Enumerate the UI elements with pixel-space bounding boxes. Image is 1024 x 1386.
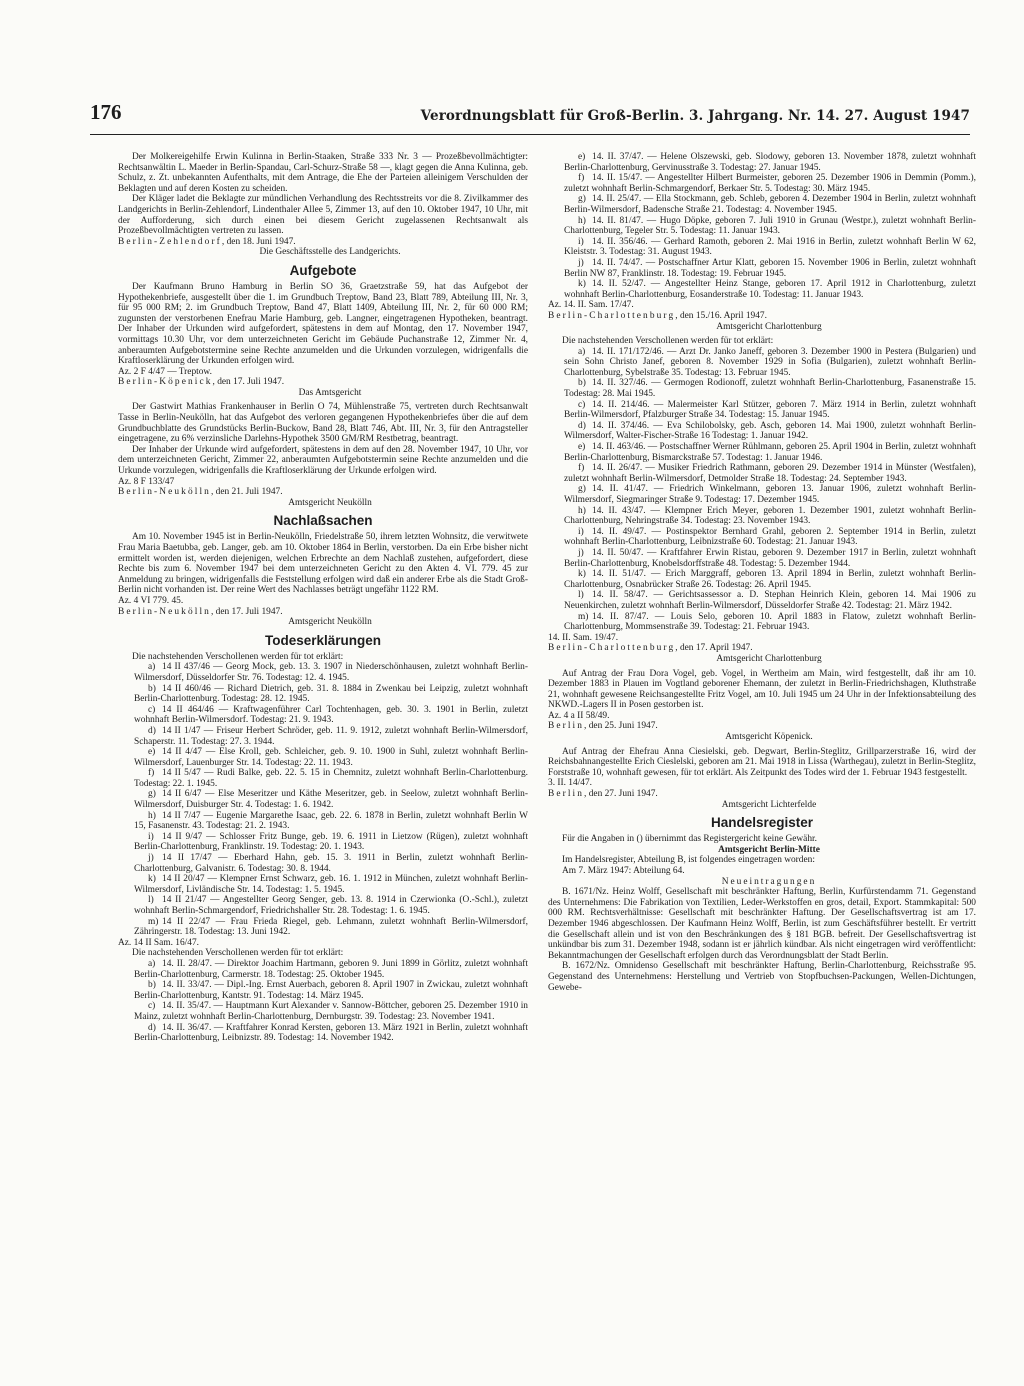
- section-heading-aufgebote: Aufgebote: [289, 262, 357, 278]
- item-label: f): [578, 173, 585, 184]
- item-text: 14 II 9/47 — Schlosser Fritz Bunge, geb. 19. 6. 1911 in Lietzow (Rügen), zuletzt wohnhaft Berlin-Charlottenburg, Franklinstr. 19. Todestag: 20. 1. 1943.: [134, 831, 528, 853]
- list-intro: Die nachstehenden Verschollenen werden für tot erklärt:: [132, 948, 344, 959]
- list-item: [118, 684, 528, 705]
- paragraph: Der Gastwirt Mathias Frankenhauser in Berlin O 74, Mühlenstraße 75, vertreten durch Rechtsanwalt Tasse in Berlin-Neukölln, hat das Aufgebot des verloren gegangenen Hypothekenbriefes über die auf dem Grundbuchblatte des Grundstücks Berlin-Buckow, Band 28, Blatt 746, Abt. III, Nr. 3, für den Antragsteller eingetragene, zu 6% verzinsliche Darlehns-Hypothek 3500 GM/RM Restbetrag, beantragt.: [118, 402, 528, 445]
- list-item: [548, 173, 976, 194]
- running-title: Verordnungsblatt für Groß-Berlin. 3. Jahrgang. Nr. 14. 27. August 1947: [420, 108, 970, 124]
- entry-list: [118, 662, 528, 937]
- item-text: 14 II 4/47 — Else Kroll, geb. Schleicher, geb. 9. 10. 1900 in Suhl, zuletzt wohnhaft Berlin-Wilmersdorf, Lauenburger Str. 14. Todestag: 22. 11. 1943.: [134, 747, 528, 768]
- item-text: 14. II. 327/46. — Germogen Rodionoff, zuletzt wohnhaft Berlin-Charlottenburg, Fasanenstraße 15. Todestag: 28. Mai 1945.: [564, 378, 976, 400]
- signature-line: Berlin-Charlottenburg, den 17. April 1947.: [548, 643, 753, 654]
- page-number: 176: [90, 100, 122, 124]
- list-item: [548, 442, 976, 463]
- list-item: [118, 747, 528, 768]
- reference-number: Az. 2 F 4/47 — Treptow.: [118, 366, 212, 377]
- reference-number: 3. II. 14/47.: [548, 778, 593, 789]
- left-column: [118, 152, 528, 1384]
- signature-line: Berlin-Charlottenburg, den 15./16. April 1947.: [548, 310, 767, 321]
- court-name: Amtsgericht Charlottenburg: [716, 321, 822, 332]
- list-item: [118, 662, 528, 683]
- list-item: [118, 917, 528, 938]
- item-text: 14. II. 171/172/46. — Arzt Dr. Janko Janeff, geboren 3. Dezember 1900 in Pestera (Bulgarien) und sein Sohn Christo Janef, geboren 8. November 1929 in Sofia (Bulgarien), zuletzt wohnhaft Berlin-Charlottenburg, Sybelstraße 35. Todestag: 13. Februar 1945.: [564, 346, 976, 378]
- paragraph: Auf Antrag der Ehefrau Anna Ciesielski, geb. Degwart, Berlin-Steglitz, Grillparzerstraße 16, wird der Reichsbahnangestellte Erich Cieslelski, geboren am 21. Mai 1918 in Lissa (Warthegau), zuletzt in Berlin-Steglitz, Forststraße 10, wohnhaft gewesen, für tot erklärt. Als Zeitpunkt des Todes wird der 1. Februar 1943 festgestellt.: [548, 746, 976, 778]
- item-label: c): [148, 1001, 156, 1012]
- item-text: 14. II. 374/46. — Eva Schilobolsky, geb. Asch, geboren 14. Mai 1900, zuletzt wohnhaft Berlin-Wilmersdorf, Walter-Fischer-Straße 16 Todestag: 1. Januar 1942.: [564, 420, 976, 442]
- court-name: Das Amtsgericht: [298, 387, 362, 398]
- item-text: 14 II 1/47 — Friseur Herbert Schröder, geb. 11. 9. 1912, zuletzt wohnhaft Berlin-Wilmersdorf, Schaperstr. 11. Todestag: 27. 3. 1944.: [134, 725, 528, 747]
- item-label: h): [148, 810, 156, 821]
- list-item: [118, 705, 528, 726]
- item-text: 14. II. 51/47. — Erich Marggraff, geboren 13. April 1894 in Berlin, zuletzt wohnhaft Berlin-Charlottenburg, Osnabrücker Straße 26. Todestag: 26. April 1945.: [564, 569, 976, 590]
- item-text: 14 II 21/47 — Angestellter Georg Senger, geb. 13. 8. 1914 in Czerwionka (O.-Schl.), zuletzt wohnhaft Berlin-Schmargendorf, Friedrichshaller Str. 28. Todestag: 1. 6. 1945.: [134, 895, 528, 916]
- item-text: 14 II 22/47 — Frau Frieda Riegel, geb. Lehmann, zuletzt wohnhaft Berlin-Wilmersdorf, Zähringerstr. 18. Todestag: 13. Juni 1942.: [134, 916, 528, 938]
- list-item: [548, 237, 976, 258]
- item-text: 14. II. 87/47. — Louis Selo, geboren 10. April 1883 in Flatow, zuletzt wohnhaft Berlin-Charlottenburg, Mommsenstraße 39. Todestag: 21. Februar 1943.: [564, 611, 976, 633]
- list-item: [548, 569, 976, 590]
- item-text: 14 II 7/47 — Eugenie Margarethe Isaac, geb. 22. 6. 1878 in Berlin, zuletzt wohnhaft Berlin W 15, Fasanenstr. 43. Todestag: 21. 2. 1943.: [134, 810, 528, 832]
- item-label: a): [148, 662, 156, 673]
- item-text: 14. II. 463/46. — Postschaffner Werner Rühlmann, geboren 25. April 1904 in Berlin, zuletzt wohnhaft Berlin-Charlottenburg, Bismarckstraße 57. Todestag: 1. Januar 1946.: [564, 442, 976, 463]
- item-label: h): [578, 505, 586, 516]
- item-label: b): [148, 683, 156, 694]
- item-label: e): [578, 152, 586, 162]
- entry-date: Am 7. März 1947: Abteilung 64.: [562, 866, 685, 876]
- item-label: j): [578, 547, 584, 558]
- paragraph: Auf Antrag der Frau Dora Vogel, geb. Vogel, in Wertheim am Main, wird festgestellt, daß ihr am 10. Dezember 1883 in Plauen im Vogtland geborener Ehemann, der zuletzt in Berlin-Friedrichshagen, Kluthstraße 21, wohnhaft gewesene Reichsangestellte Fritz Vogel, am 10. Juli 1945 um 24 Uhr in der Infektionsabteilung des NKWD.-Lagers II in Posen gestorben ist.: [548, 668, 976, 711]
- list-intro: Die nachstehenden Verschollenen werden für tot erklärt:: [132, 651, 344, 662]
- item-label: k): [578, 279, 586, 290]
- court-name: Amtsgericht Neukölln: [288, 617, 372, 628]
- list-item: [548, 194, 976, 215]
- court-name: Amtsgericht Charlottenburg: [716, 653, 822, 664]
- list-item: [118, 832, 528, 853]
- paragraph: Der Kläger ladet die Beklagte zur mündlichen Verhandlung des Rechtsstreits vor die 8. Zivilkammer des Landgerichts in Berlin-Zehlendorf, Lindenthaler Allee 5, Zimmer 13, auf den 10. Oktober 1947, 10 Uhr, mit der Aufforderung, sich durch einen bei diesem Gericht zugelassenen Rechtsanwalt als Prozeßbevollmächtigten vertreten zu lassen.: [118, 194, 528, 237]
- item-label: f): [148, 768, 155, 779]
- item-label: b): [578, 378, 586, 389]
- item-text: 14 II 464/46 — Kraftwagenführer Carl Tochtenhagen, geb. 30. 3. 1901 in Berlin, zuletzt wohnhaft Berlin-Wilmersdorf. Todestag: 21. 9. 1943.: [134, 704, 528, 726]
- item-label: j): [148, 853, 154, 864]
- section-heading-todes: Todeserklärungen: [264, 632, 382, 648]
- item-label: k): [578, 569, 586, 580]
- item-label: i): [578, 236, 584, 247]
- reference-number: Az. 14. II. Sam. 17/47.: [548, 300, 634, 311]
- reference-number: 14. II. Sam. 19/47.: [548, 632, 619, 643]
- signature-line: Berlin-Neukölln, den 17. Juli 1947.: [118, 606, 283, 617]
- signature-line: Berlin-Zehlendorf, den 18. Juni 1947.: [118, 236, 296, 247]
- court-name: Amtsgericht Berlin-Mitte: [718, 844, 820, 855]
- entry-list: [548, 347, 976, 633]
- list-item: [548, 421, 976, 442]
- item-text: 14. II. 74/47. — Postschaffner Artur Klatt, geboren 15. November 1906 in Berlin, zuletzt wohnhaft Berlin NW 87, Franklinstr. 18. Todestag: 19. Februar 1945.: [564, 257, 976, 279]
- item-label: f): [578, 463, 585, 474]
- item-text: 14. II. 81/47. — Hugo Döpke, geboren 7. Juli 1910 in Grunau (Westpr.), zuletzt wohnhaft Berlin-Charlottenburg, Tegeler Str. 5. Todestag: 11. Januar 1943.: [564, 215, 976, 237]
- death-declarations-2: [548, 336, 976, 664]
- list-item: [118, 895, 528, 916]
- item-text: 14. II. 50/47. — Kraftfahrer Erwin Ristau, geboren 9. Dezember 1917 in Berlin, zuletzt wohnhaft Berlin-Charlottenburg, Knobelsdorffstraße 48. Todestag: 5. Dezember 1944.: [564, 547, 976, 569]
- list-item: [548, 216, 976, 237]
- paragraph: Der Molkereigehilfe Erwin Kulinna in Berlin-Staaken, Straße 333 Nr. 3 — Prozeßbevollmächtigter: Rechtsanwältin L. Maeder in Berlin-Spandau, Carl-Schurz-Straße 58 —, klagt gegen die Anna Kulinna, geb. Schulz, z. Zt. unbekannten Aufenthalts, mit dem Antrage, die Ehe der Parteien alleinigem Verschulden der Beklagten und auf deren Kosten zu scheiden.: [118, 152, 528, 194]
- signature-line: Berlin, den 25. Juni 1947.: [548, 721, 658, 732]
- register-entry: B. 1672/Nz. Omnidenso Gesellschaft mit beschränkter Haftung, Berlin-Charlottenburg, Reichsstraße 95. Gegenstand des Unternehmens: Herstellung und Vertrieb von Stopfbuchsen-Packungen, Wellen-Dichtungen, Gewebe-: [548, 961, 976, 993]
- right-column: [548, 152, 976, 1384]
- item-label: h): [578, 215, 586, 226]
- item-label: k): [148, 874, 156, 885]
- register-entry: B. 1671/Nz. Heinz Wolff, Gesellschaft mit beschränkter Haftung, Berlin, Kurfürstendamm 71. Gegenstand des Unternehmens: Die Fabrikation von Textilien, Leder-Werkstoffen en gros, detail, Export. Stammkapital: 500 000 RM. Rechtsverhältnisse: Gesellschaft mit beschränkter Haftung. Der Gesellschaftsvertrag ist am 17. Dezember 1946 abgeschlossen. Der Kaufmann Heinz Wolff, Berlin, ist zum Geschäftsführer bestellt. Er vertritt die Gesellschaft allein und ist von den Beschränkungen des § 181 BGB. befreit. Der Gesellschaftsvertrag ist unkündbar bis zum 31. Dezember 1948, sodann ist er jährlich kündbar. Als nicht eingetragen wird veröffentlicht: Bekanntmachungen der Gesellschaft erfolgen durch das Verordnungsblatt der Stadt Berlin.: [548, 887, 976, 961]
- list-item: [548, 279, 976, 300]
- paragraph: Am 10. November 1945 ist in Berlin-Neukölln, Friedelstraße 50, ihrem letzten Wohnsitz, die verwitwete Frau Maria Baetubba, geb. Langer, geb. am 10. Oktober 1864 in Berlin, verstorben. Da ein Erbe bisher nicht ermittelt worden ist, werden diejenigen, welchen Erbrechte an dem Nachlaß zustehen, aufgefordert, diese Rechte bis zum 6. November 1947 bei dem unterzeichneten Gericht zu den Akten 4. VI. 779. 45 zur Anmeldung zu bringen, widrigenfalls die Feststellung erfolgen wird daß ein anderer Erbe als die Stadt Groß-Berlin nicht vorhanden ist. Der reine Wert des Nachlasses beträgt ungefähr 1122 RM.: [118, 532, 528, 596]
- item-text: 14 II 437/46 — Georg Mock, geb. 13. 3. 1907 in Niederschönhausen, zuletzt wohnhaft Berlin-Wilmersdorf, Düsseldorfer Str. 76. Todestag: 12. 4. 1945.: [134, 662, 528, 683]
- court-name: Amtsgericht Köpenick.: [725, 732, 813, 743]
- nachlass-notice: [118, 532, 528, 627]
- item-text: 14. II. 15/47. — Angestellter Hilbert Burmeister, geboren 25. Dezember 1906 in Demmin (Pomm.), zuletzt wohnhaft Berlin-Schmargendorf, Berkaer Str. 5. Todestag: 30. März 1945.: [564, 173, 976, 194]
- vogel-notice: [548, 669, 976, 743]
- item-label: m): [578, 611, 589, 622]
- item-label: l): [578, 590, 584, 601]
- list-item: [548, 258, 976, 279]
- list-item: [118, 874, 528, 895]
- item-text: 14 II 17/47 — Eberhard Hahn, geb. 15. 3. 1911 in Berlin, zuletzt wohnhaft Berlin-Charlottenburg, Galvanistr. 6. Todestag: 30. 8. 1944.: [134, 853, 528, 874]
- item-text: 14 II 5/47 — Rudi Balke, geb. 22. 5. 15 in Chemnitz, zuletzt wohnhaft Berlin-Charlottenburg. Todestag: 22. 1. 1945.: [134, 768, 528, 789]
- death-declarations: [118, 652, 528, 1044]
- paragraph: Der Inhaber der Urkunde wird aufgefordert, spätestens in dem auf den 28. November 1947, 10 Uhr, vor dem unterzeichneten Gericht, Zimmer 22, anberaumten Aufgebotstermin seine Rechte anzumelden und die Urkunde vorzulegen, widrigenfalls die Kraftloserklärung der Urkunde erfolgen wird.: [118, 444, 528, 477]
- entry-list: [118, 959, 528, 1044]
- item-text: 14. II. 49/47. — Postinspektor Bernhard Grahl, geboren 2. September 1914 in Berlin, zuletzt wohnhaft Berlin-Charlottenburg, Leibnizstraße 60. Todestag: 21. Januar 1943.: [564, 526, 976, 548]
- cieslelski-notice: [548, 747, 976, 811]
- list-item: [548, 612, 976, 633]
- item-text: 14. II. 35/47. — Hauptmann Kurt Alexander v. Sannow-Böttcher, geboren 25. Dezember 1910 in Mainz, zuletzt wohnhaft Berlin-Charlottenburg, Dernburgstr. 39. Todestag: 23. November 1941.: [134, 1001, 528, 1022]
- item-text: 14. II. 26/47. — Musiker Friedrich Rathmann, geboren 29. Dezember 1914 in Münster (Westfalen), zuletzt wohnhaft Berlin-Wilmersdorf, Detmolder Straße 18. Todestag: 24. September 1943.: [564, 463, 976, 484]
- list-item: [548, 506, 976, 527]
- list-item: [118, 980, 528, 1001]
- signature-line: Berlin-Neukölln, den 21. Juli 1947.: [118, 487, 283, 498]
- aufgebot-notice-1: [118, 282, 528, 399]
- item-label: d): [148, 725, 156, 736]
- court-name: Die Geschäftsstelle des Landgerichts.: [259, 247, 401, 258]
- item-text: 14. II. 214/46. — Malermeister Karl Stützer, geboren 7. März 1914 in Berlin, zuletzt wohnhaft Berlin-Wilmersdorf, Pfalzburger Straße 34. Todestag: 15. Januar 1945.: [564, 399, 976, 421]
- item-text: 14. II. 41/47. — Friedrich Winkelmann, geboren 13. Januar 1906, zuletzt wohnhaft Berlin-Wilmersdorf, Siegmaringer Straße 9. Todestag: 17. Dezember 1945.: [564, 484, 976, 505]
- item-label: d): [578, 420, 586, 431]
- item-text: 14. II. 52/47. — Angestellter Heinz Stange, geboren 17. April 1912 in Charlottenburg, zuletzt wohnhaft Berlin-Charlottenburg, Eosanderstraße 10. Todestag: 11. Januar 1943.: [564, 279, 976, 300]
- item-label: i): [578, 526, 584, 537]
- item-label: e): [148, 747, 156, 758]
- list-item: [118, 811, 528, 832]
- entry-list: [548, 152, 976, 300]
- divorce-notice: [118, 152, 528, 258]
- item-label: e): [578, 442, 586, 453]
- section-heading-handelsregister: Handelsregister: [710, 815, 814, 831]
- list-item: [118, 1023, 528, 1044]
- item-label: l): [148, 895, 154, 906]
- disclaimer: Für die Angaben in () übernimmt das Registergericht keine Gewähr.: [562, 834, 817, 845]
- reference-number: Az. 4 VI 779. 45.: [118, 595, 184, 606]
- list-item: [548, 527, 976, 548]
- reference-number: Az. 4 a II 58/49.: [548, 710, 610, 721]
- item-text: 14. II. 43/47. — Klempner Erich Meyer, geboren 1. Dezember 1901, zuletzt wohnhaft Berlin-Charlottenburg, Nehringstraße 34. Todestag: 23. November 1943.: [564, 505, 976, 527]
- court-name: Amtsgericht Neukölln: [288, 497, 372, 508]
- item-label: d): [148, 1022, 156, 1033]
- paragraph: Im Handelsregister, Abteilung B, ist folgendes eingetragen worden:: [562, 855, 815, 866]
- item-text: 14. II. 356/46. — Gerhard Ramoth, geboren 2. Mai 1916 in Berlin, zuletzt wohnhaft Berlin W 62, Kleiststr. 3. Todestag: 31. August 1943.: [564, 236, 976, 258]
- list-item: [548, 484, 976, 505]
- paragraph: Der Kaufmann Bruno Hamburg in Berlin SO 36, Graetzstraße 59, hat das Aufgebot der Hypothekenbriefe, ausgestellt über die 1. im Grundbuch Treptow, Band 23, Blatt 789, Abteilung III, Nr. 3, für 95 000 RM; 2. im Grundbuch Treptow, Band 47, Blatt 1409, Abteilung III, Nr. 2, für 60 000 RM; zugunsten der verstorbenen Enefrau Marie Hamburg, geb. Langner, eingetragenen Hypotheken, beantragt. Der Inhaber der Urkunden wird aufgefordert, spätestens in dem auf Montag, den 17. November 1947, vormittags 10.30 Uhr, vor dem unterzeichneten Gericht im Gebäude Puchanstraße 12, Zimmer Nr. 4, anberaumten Aufgebotstermine seine Rechte anzumelden und die Urkunden vorzulegen, widrigenfalls die Kraftloserklärung der Urkunden erfolgen wird.: [118, 281, 528, 367]
- item-text: 14 II 6/47 — Else Meseritzer und Käthe Meseritzer, geb. in Seelow, zuletzt wohnhaft Berlin-Wilmersdorf, Duisburger Str. 4. Todestag: 1. 6. 1942.: [134, 789, 528, 811]
- section-heading-nachlass: Nachlaßsachen: [273, 513, 373, 529]
- list-item: [118, 1001, 528, 1022]
- list-item: [118, 789, 528, 810]
- item-text: 14. II. 58/47. — Gerichtsassessor a. D. Stephan Heinrich Klein, geboren 14. Mai 1906 zu Neuenkirchen, zuletzt wohnhaft Berlin-Wilmersdorf, Düsseldorfer Straße 42. Todestag: 21. März 1942.: [564, 590, 976, 611]
- list-item: [118, 726, 528, 747]
- list-intro: Die nachstehenden Verschollenen werden für tot erklärt:: [562, 336, 774, 347]
- item-label: m): [148, 916, 159, 927]
- list-item: [548, 400, 976, 421]
- list-item: [118, 959, 528, 980]
- item-label: g): [148, 789, 156, 800]
- item-label: c): [578, 399, 586, 410]
- subheading: Neueintragungen: [721, 876, 817, 887]
- reference-number: Az. 8 F 133/47: [118, 476, 175, 487]
- commercial-register: [548, 834, 976, 993]
- list-item: [548, 463, 976, 484]
- item-label: g): [578, 484, 586, 495]
- item-label: c): [148, 704, 156, 715]
- item-label: a): [578, 346, 586, 357]
- list-item: [548, 152, 976, 173]
- item-label: b): [148, 980, 156, 991]
- item-text: 14. II. 33/47. — Dipl.-Ing. Ernst Auerbach, geboren 8. April 1907 in Zwickau, zuletzt wohnhaft Berlin-Charlottenburg, Kantstr. 91. Todestag: 14. März 1945.: [134, 980, 528, 1001]
- signature-line: Berlin-Köpenick, den 17. Juli 1947.: [118, 377, 285, 388]
- list-item: [548, 590, 976, 611]
- item-text: 14. II. 28/47. — Direktor Joachim Hartmann, geboren 9. Juni 1899 in Görlitz, zuletzt wohnhaft Berlin-Charlottenburg, Carmerstr. 18. Todestag: 25. Oktober 1945.: [134, 958, 528, 980]
- item-text: 14 II 20/47 — Klempner Ernst Schwarz, geb. 16. 1. 1912 in München, zuletzt wohnhaft Berlin-Wilmersdorf, Livländische Str. 14. Todestag: 1. 5. 1945.: [134, 874, 528, 895]
- list-item: [548, 548, 976, 569]
- item-text: 14. II. 36/47. — Kraftfahrer Konrad Kersten, geboren 13. März 1921 in Berlin, zuletzt wohnhaft Berlin-Charlottenburg, Leibnizstr. 89. Todestag: 14. November 1942.: [134, 1022, 528, 1044]
- item-text: 14. II. 37/47. — Helene Olszewski, geb. Slodowy, geboren 13. November 1878, zuletzt wohnhaft Berlin-Charlottenburg, Gervinusstraße 3. Todestag: 27. Januar 1945.: [564, 152, 976, 173]
- list-item: [548, 347, 976, 379]
- list-item: [548, 378, 976, 399]
- signature-line: Berlin, den 27. Juni 1947.: [548, 789, 658, 800]
- aufgebot-notice-2: [118, 402, 528, 508]
- item-text: 14. II. 25/47. — Ella Stockmann, geb. Schleb, geboren 4. Dezember 1904 in Berlin, zuletzt wohnhaft Berlin-Wilmersdorf, Badensche Straße 21. Todestag: 4. November 1945.: [564, 194, 976, 215]
- death-declarations-continued: [548, 152, 976, 332]
- reference-number: Az. 14 II Sam. 16/47.: [118, 937, 199, 948]
- page-header: [90, 100, 970, 135]
- court-name: Amtsgericht Lichterfelde: [721, 799, 817, 810]
- item-text: 14 II 460/46 — Richard Dietrich, geb. 31. 8. 1884 in Zwenkau bei Leipzig, zuletzt wohnhaft Berlin-Charlottenburg. Todestag: 28. 12. 1945.: [134, 683, 528, 705]
- item-label: a): [148, 958, 156, 969]
- list-item: [118, 853, 528, 874]
- item-label: g): [578, 194, 586, 205]
- list-item: [118, 768, 528, 789]
- item-label: i): [148, 831, 154, 842]
- item-label: j): [578, 257, 584, 268]
